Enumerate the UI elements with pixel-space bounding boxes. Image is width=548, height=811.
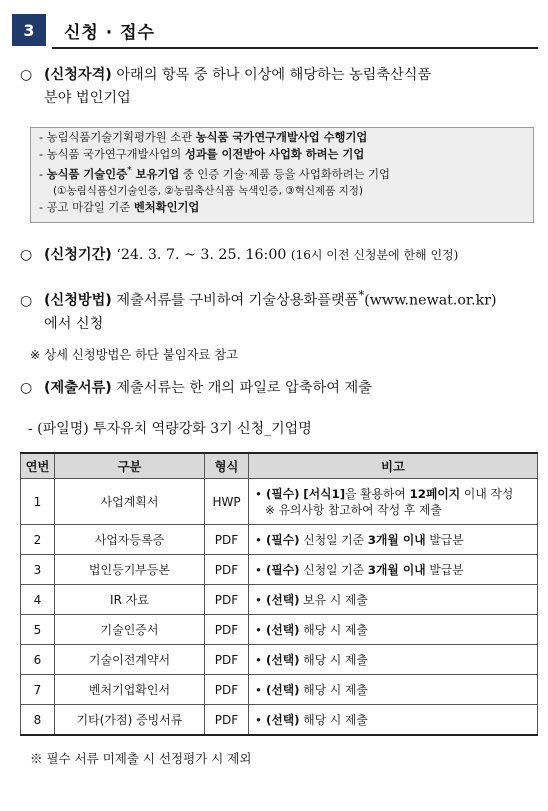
- cell-remark: • (필수) 신청일 기준 3개월 이내 발급분: [249, 525, 538, 555]
- documents-text: 제출서류는 한 개의 파일로 압축하여 제출: [116, 380, 372, 396]
- documents-bullet: ○: [20, 380, 33, 396]
- documents-filename: - (파일명) 투자유치 역량강화 3기 신청_기업명: [28, 421, 312, 437]
- table-row: [21, 555, 538, 585]
- cell-no: 5: [21, 615, 55, 645]
- cell-format: PDF: [205, 705, 249, 736]
- section-number: 3: [12, 14, 46, 46]
- period-section: [20, 244, 540, 267]
- cell-format: PDF: [205, 645, 249, 675]
- table-row: [21, 479, 538, 525]
- cell-category: 기술인증서: [55, 615, 205, 645]
- cell-format: PDF: [205, 525, 249, 555]
- period-note: (16시 이전 신청분에 한해 인정): [290, 248, 459, 262]
- section-header: [12, 14, 538, 48]
- cell-no: 1: [21, 479, 55, 525]
- criteria-row-5: - 공고 마감일 기준 벤처확인기업: [39, 200, 200, 214]
- cell-category: 기술이전계약서: [55, 645, 205, 675]
- method-url: (www.newat.or.kr): [364, 292, 497, 309]
- qualification-label: (신청자격): [44, 67, 112, 83]
- period-label: (신청기간): [44, 247, 112, 263]
- cell-category: 사업계획서: [55, 479, 205, 525]
- cell-remark: • (필수) [서식1]을 활용하여 12페이지 이내 작성 ※ 유의사항 참고하여 작성 후 제출: [249, 479, 538, 525]
- documents-section: [20, 377, 540, 400]
- col-header-category: 구분: [55, 453, 205, 479]
- col-header-format: 형식: [205, 453, 249, 479]
- cell-no: 8: [21, 705, 55, 736]
- col-header-remark: 비고: [249, 453, 538, 479]
- cell-remark: • (선택) 보유 시 제출: [249, 585, 538, 615]
- period-text: ‘24. 3. 7. ~ 3. 25. 16:00: [116, 247, 287, 263]
- cell-category: 사업자등록증: [55, 525, 205, 555]
- cell-category: 벤처기업확인서: [55, 675, 205, 705]
- method-label: (신청방법): [44, 292, 112, 309]
- cell-no: 3: [21, 555, 55, 585]
- header-divider: [52, 47, 538, 49]
- cell-format: PDF: [205, 615, 249, 645]
- method-text-2: 에서 신청: [44, 315, 104, 332]
- cell-no: 6: [21, 645, 55, 675]
- method-note: ※ 상세 신청방법은 하단 붙임자료 참고: [30, 348, 239, 362]
- table-row: [21, 585, 538, 615]
- section-title: 신청 · 접수: [64, 23, 155, 43]
- qualification-bullet: ○: [20, 67, 33, 83]
- table-header-row: [21, 453, 538, 479]
- criteria-row-3: - 농식품 기술인증* 보유기업 중 인증 기술·제품 등을 사업화하려는 기업: [39, 165, 390, 181]
- qualification-criteria-box: [30, 127, 534, 223]
- table-row: [21, 615, 538, 645]
- table-row: [21, 645, 538, 675]
- table-row: [21, 705, 538, 736]
- cell-category: 법인등기부등본: [55, 555, 205, 585]
- col-header-no: 연번: [21, 453, 55, 479]
- criteria-row-4: (①농림식품신기술인증, ②농림축산식품 녹색인증, ③혁신제품 지정): [53, 185, 364, 198]
- cell-no: 4: [21, 585, 55, 615]
- cell-remark: • (선택) 해당 시 제출: [249, 645, 538, 675]
- cell-format: PDF: [205, 585, 249, 615]
- cell-category: IR 자료: [55, 585, 205, 615]
- qualification-section: [20, 64, 540, 110]
- cell-no: 7: [21, 675, 55, 705]
- cell-remark: • (필수) 신청일 기준 3개월 이내 발급분: [249, 555, 538, 585]
- criteria-row-1: - 농림식품기술기획평가원 소관 농식품 국가연구개발사업 수행기업: [39, 131, 368, 144]
- cell-remark: • (선택) 해당 시 제출: [249, 675, 538, 705]
- table-row: [21, 675, 538, 705]
- method-section: ○ (신청방법) 제출서류를 구비하여 기술상용화플랫폼*(www.newat.or.kr) 에서 신청: [20, 284, 540, 336]
- cell-format: HWP: [205, 479, 249, 525]
- cell-remark: • (선택) 해당 시 제출: [249, 615, 538, 645]
- documents-table: [20, 452, 538, 736]
- method-text: 제출서류를 구비하여 기술상용화플랫폼: [116, 292, 359, 309]
- period-bullet: ○: [20, 247, 33, 263]
- criteria-row-2: - 농식품 국가연구개발사업의 성과를 이전받아 사업화 하려는 기업: [39, 147, 365, 161]
- qualification-text: 아래의 항목 중 하나 이상에 해당하는 농림축산식품: [116, 67, 432, 83]
- cell-category: 기타(가점) 증빙서류: [55, 705, 205, 736]
- cell-format: PDF: [205, 555, 249, 585]
- qualification-text-2: 분야 법인기업: [44, 90, 131, 106]
- cell-format: PDF: [205, 675, 249, 705]
- table-row: [21, 525, 538, 555]
- footer-note: ※ 필수 서류 미제출 시 선정평가 시 제외: [30, 751, 252, 766]
- cell-remark: • (선택) 해당 시 제출: [249, 705, 538, 736]
- cell-no: 2: [21, 525, 55, 555]
- method-bullet: ○: [20, 292, 33, 309]
- documents-label: (제출서류): [44, 380, 112, 396]
